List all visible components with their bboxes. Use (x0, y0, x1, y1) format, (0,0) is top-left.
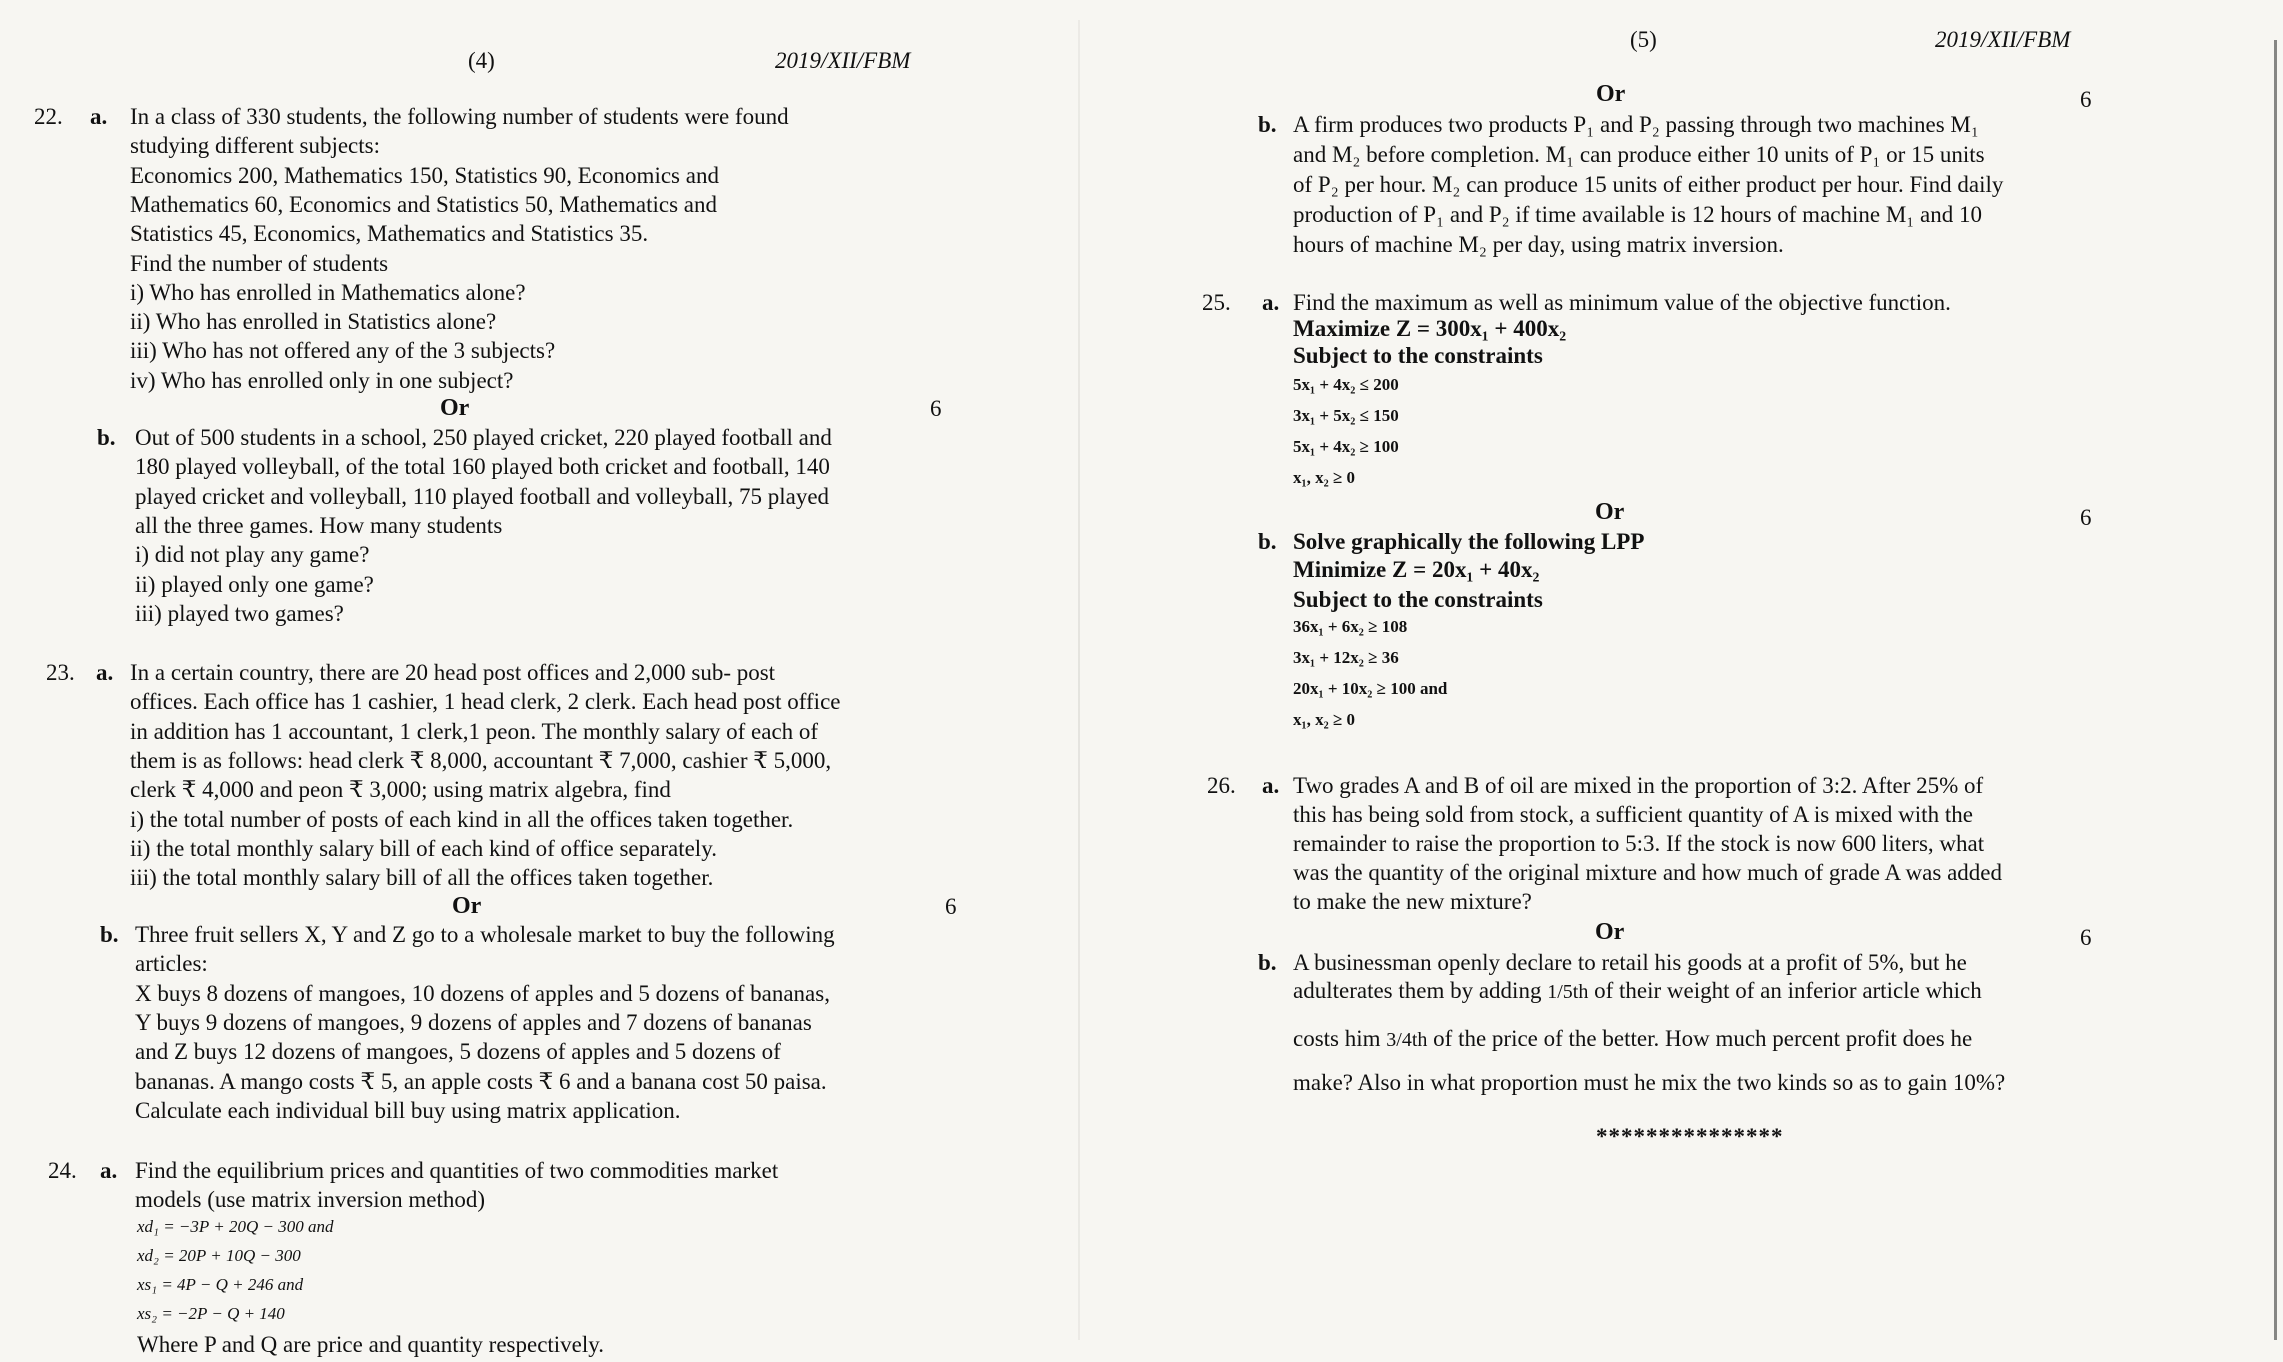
part-label: a. (1262, 773, 1280, 798)
right-page (1130, 0, 2283, 1362)
q24b-line: of P₂ per hour. M₂ can produce 15 units of either product per hour. Find daily (1293, 172, 2004, 197)
q22-b-line: all the three games. How many students (135, 512, 503, 538)
q25-a-objective: Maximize Z = 300x₁ + 400x₂ (1293, 316, 1567, 341)
q23-a-line: them is as follows: head clerk ₹ 8,000, accountant ₹ 7,000, cashier ₹ 5,000, (130, 747, 832, 773)
marks: 6 (945, 894, 957, 919)
marks: 6 (930, 396, 942, 421)
end-marker: *************** (1596, 1124, 1784, 1149)
q23-a-line: i) the total number of posts of each kind in all the offices taken together. (130, 806, 794, 832)
marks: 6 (2080, 505, 2092, 530)
marks: 6 (2080, 87, 2092, 112)
q24b-line: hours of machine M₂ per day, using matrix inversion. (1293, 232, 1784, 257)
or-separator: Or (1596, 81, 1626, 107)
q22-a-line: Mathematics 60, Economics and Statistics 50, Mathematics and (130, 191, 718, 217)
q25-b-constraint: 3x₁ + 12x₂ ≥ 36 (1293, 648, 1399, 667)
q22-b-line: Out of 500 students in a school, 250 played cricket, 220 played football and (135, 425, 832, 450)
q26-b-line: make? Also in what proportion must he mix the two kinds so as to gain 10%? (1293, 1070, 2006, 1095)
or-separator: Or (1595, 499, 1625, 525)
exam-code: 2019/XII/FBM (775, 48, 911, 73)
q26-b-line (1293, 976, 1982, 1007)
q25-b-objective: Minimize Z = 20x₁ + 40x₂ (1293, 557, 1540, 582)
q23-b-line: Calculate each individual bill buy using matrix application. (135, 1097, 681, 1123)
q25-a-subject: Subject to the constraints (1293, 343, 1543, 368)
q22-a-line: ii) Who has enrolled in Statistics alone? (130, 309, 497, 335)
q26-a-line: to make the new mixture? (1293, 889, 1532, 914)
q22-a-line: Find the number of students (130, 250, 389, 276)
question-number: 24. (48, 1158, 77, 1183)
page-number: (5) (1630, 27, 1657, 52)
part-label: b. (97, 425, 116, 450)
q23-b-line: bananas. A mango costs ₹ 5, an apple costs ₹ 6 and a banana cost 50 paisa. (135, 1068, 827, 1094)
q24-equation: xs₂ = −2P − Q + 140 (137, 1304, 285, 1323)
part-label: a. (90, 104, 108, 129)
q23-a-line: offices. Each office has 1 cashier, 1 head clerk, 2 clerk. Each head post office (130, 689, 841, 715)
q25-a-constraint: 5x₁ + 4x₂ ≤ 200 (1293, 375, 1399, 394)
q22-b-line: 180 played volleyball, of the total 160 played both cricket and football, 140 (135, 454, 830, 480)
q25-a-constraint: 3x₁ + 5x₂ ≤ 150 (1293, 406, 1399, 425)
q23-a-line: in addition has 1 accountant, 1 clerk,1 peon. The monthly salary of each of (130, 718, 819, 744)
part-label: b. (1258, 950, 1277, 975)
left-page (0, 0, 1120, 1362)
q24b-line: production of P₁ and P₂ if time available is 12 hours of machine M₁ and 10 (1293, 202, 1983, 227)
question-number: 26. (1207, 773, 1236, 798)
q24-equation: xd₂ = 20P + 10Q − 300 (137, 1246, 301, 1265)
q26-b-text: costs him (1293, 1026, 1387, 1051)
q24-footer: Where P and Q are price and quantity respectively. (137, 1332, 605, 1357)
question-number: 22. (34, 104, 63, 129)
or-separator: Or (1595, 919, 1625, 945)
q26-b-text: of the price of the better. How much percent profit does he (1427, 1026, 1973, 1051)
q23-a-line: clerk ₹ 4,000 and peon ₹ 3,000; using matrix algebra, find (130, 777, 671, 803)
q22-a-line: i) Who has enrolled in Mathematics alone? (130, 279, 526, 305)
exam-code: 2019/XII/FBM (1935, 27, 2071, 52)
q23-b-line: and Z buys 12 dozens of mangoes, 5 dozens of apples and 5 dozens of (135, 1039, 781, 1065)
q23-a-line: In a certain country, there are 20 head post offices and 2,000 sub- post (130, 660, 776, 685)
part-label: b. (1258, 529, 1277, 554)
fraction: 1/5th (1547, 981, 1589, 1003)
q22-a-line: iv) Who has enrolled only in one subject? (130, 367, 514, 393)
q22-a-line: iii) Who has not offered any of the 3 subjects? (130, 338, 556, 364)
q26-a-line: remainder to raise the proportion to 5:3. If the stock is now 600 liters, what (1293, 831, 1985, 856)
q26-a-line: Two grades A and B of oil are mixed in the proportion of 3:2. After 25% of (1293, 773, 1984, 798)
q22-a-line: studying different subjects: (130, 133, 380, 159)
fraction: 3/4th (1386, 1029, 1428, 1051)
q26-b-line (1293, 1024, 1972, 1055)
q22-b-line: iii) played two games? (135, 600, 344, 626)
q24-equation: xd₁ = −3P + 20Q − 300 and (137, 1217, 334, 1236)
q25-b-constraint: 36x₁ + 6x₂ ≥ 108 (1293, 617, 1408, 636)
q25-a-heading: Find the maximum as well as minimum value of the objective function. (1293, 290, 1951, 315)
q24-equation: xs₁ = 4P − Q + 246 and (137, 1275, 304, 1294)
q22-a-line: In a class of 330 students, the following number of students were found (130, 104, 789, 129)
q23-b-line: Y buys 9 dozens of mangoes, 9 dozens of apples and 7 dozens of bananas (135, 1009, 812, 1035)
part-label: b. (1258, 112, 1277, 137)
q24b-line: A firm produces two products P₁ and P₂ passing through two machines M₁ (1293, 112, 1979, 137)
or-separator: Or (452, 893, 482, 919)
q26-b-text: of their weight of an inferior article which (1588, 978, 1982, 1003)
part-label: a. (100, 1158, 118, 1183)
q26-a-line: this has being sold from stock, a sufficient quantity of A is mixed with the (1293, 802, 1973, 827)
q22-b-line: ii) played only one game? (135, 571, 374, 597)
marks: 6 (2080, 925, 2092, 950)
q24-a-line: Find the equilibrium prices and quantities of two commodities market (135, 1158, 779, 1183)
q22-a-line: Economics 200, Mathematics 150, Statistics 90, Economics and (130, 162, 719, 188)
q24-a-line: models (use matrix inversion method) (135, 1187, 486, 1213)
q25-a-constraint: x₁, x₂ ≥ 0 (1293, 468, 1356, 487)
q25-b-constraint: 20x₁ + 10x₂ ≥ 100 and (1293, 679, 1448, 698)
q25-a-constraint: 5x₁ + 4x₂ ≥ 100 (1293, 437, 1399, 456)
q23-b-line: Three fruit sellers X, Y and Z go to a wholesale market to buy the following (135, 922, 835, 947)
q23-a-line: ii) the total monthly salary bill of each kind of office separately. (130, 835, 717, 861)
page-number: (4) (468, 48, 495, 73)
q26-b-text: adulterates them by adding (1293, 978, 1548, 1003)
q23-b-line: articles: (135, 951, 208, 977)
question-number: 23. (46, 660, 75, 685)
q26-a-line: was the quantity of the original mixture and how much of grade A was added (1293, 860, 2002, 885)
q22-b-line: played cricket and volleyball, 110 played football and volleyball, 75 played (135, 483, 830, 509)
q22-b-line: i) did not play any game? (135, 542, 370, 568)
part-label: a. (1262, 290, 1280, 315)
q25-b-subject: Subject to the constraints (1293, 587, 1543, 612)
q25-b-heading: Solve graphically the following LPP (1293, 529, 1645, 554)
part-label: b. (100, 922, 119, 947)
q25-b-constraint: x₁, x₂ ≥ 0 (1293, 710, 1356, 729)
q23-a-line: iii) the total monthly salary bill of all the offices taken together. (130, 865, 714, 891)
or-separator: Or (440, 395, 470, 421)
q23-b-line: X buys 8 dozens of mangoes, 10 dozens of apples and 5 dozens of bananas, (135, 980, 830, 1006)
question-number: 25. (1202, 290, 1231, 315)
q26-b-line: A businessman openly declare to retail his goods at a profit of 5%, but he (1293, 950, 1967, 975)
part-label: a. (96, 660, 114, 685)
q22-a-line: Statistics 45, Economics, Mathematics and Statistics 35. (130, 221, 649, 247)
q24b-line: and M₂ before completion. M₁ can produce either 10 units of P₁ or 15 units (1293, 142, 1985, 167)
